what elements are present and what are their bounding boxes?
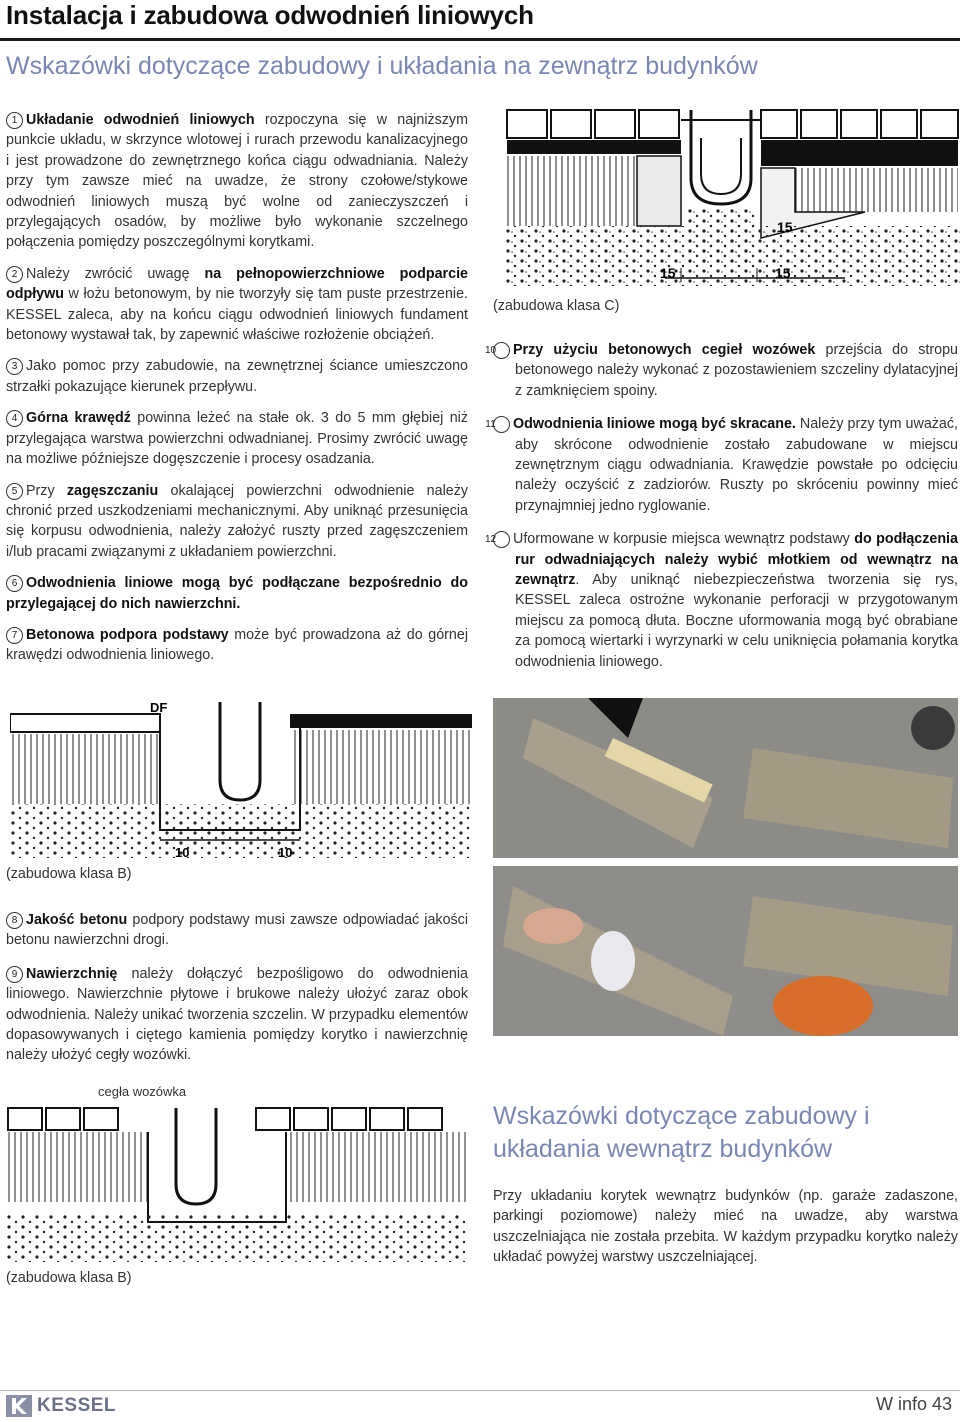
dimension-label: 10 bbox=[278, 845, 293, 860]
list-item bbox=[6, 573, 468, 614]
item-number: 10 bbox=[493, 342, 510, 359]
item-text-pre: Uformowane w korpusie miejsca wewnątrz podstawy bbox=[513, 531, 855, 548]
list-item bbox=[6, 408, 468, 469]
item-number: 5 bbox=[6, 483, 23, 500]
item-bold-text: Odwodnienia liniowe mogą być podłączane bezpośrednio do przylegającej do nich nawierzchni. bbox=[6, 575, 468, 612]
item-bold-text: Odwodnienia liniowe mogą być skracane. bbox=[513, 416, 796, 433]
item-text: Należy przy tym uważać, aby skrócone odwodnienie zostało zabudowane w miejscu zewnętrznym ciągu odwadniania. Krawędzie powstałe po odcięciu należy oczyścić z zadziorów. Ruszty po skróceniu powinny mieć przynajmniej jedno ryglowanie. bbox=[515, 416, 959, 514]
diagram-label: DF bbox=[150, 700, 168, 715]
list-item bbox=[485, 414, 959, 516]
section-subtitle: Wskazówki dotyczące zabudowy i układania na zewnątrz budynków bbox=[6, 52, 758, 80]
list-item bbox=[6, 625, 468, 666]
figure-caption: (zabudowa klasa B) bbox=[6, 1270, 132, 1286]
item-bold-text: zagęszczaniu bbox=[66, 482, 159, 499]
item-text: rozpoczyna się w najniższym punkcie układu, w skrzynce wlotowej i rurach przewodu kanalizacyjnego i jest prowadzone do zewnętrznego końca ciągu odwadniania. Należy przy tym zawsze mieć na uwadze, że strony czołowe/stykowe odwodnień liniowych muszą być wolne od zanieczyszczeń i przylegających osadów, by możliwe było wykonanie szczelnego połączenia pomiędzy poszczególnymi korytkami. bbox=[6, 112, 468, 251]
item-number: 9 bbox=[6, 966, 23, 983]
item-text: powinna leżeć na stałe ok. 3 do 5 mm głębiej niż przylegająca warstwa powierzchni odwadnianej. Prosimy zwrócić uwagę na możliwe późniejsze dogęszczenie i procesy osadzania. bbox=[6, 410, 469, 468]
section-title-indoor: Wskazówki dotyczące zabudowy i układania wewnątrz budynków bbox=[493, 1102, 870, 1163]
page-title: Instalacja i zabudowa odwodnień liniowych bbox=[6, 0, 534, 30]
item-number: 8 bbox=[6, 912, 23, 929]
list-item bbox=[6, 910, 468, 951]
cross-section-diagram-b1 bbox=[10, 700, 472, 860]
dimension-label: 10 bbox=[175, 845, 190, 860]
brand-name: KESSEL bbox=[37, 1395, 117, 1416]
list-item bbox=[6, 964, 468, 1066]
item-number: 2 bbox=[6, 266, 23, 283]
figure-installation-class-b-1 bbox=[10, 700, 472, 860]
item-text-pre: Należy zwrócić uwagę bbox=[26, 265, 205, 282]
item-text: przejścia do stropu betonowego należy wykonać z pozostawieniem szczeliny dylatacyjnej z zamknięciem spoiny. bbox=[515, 342, 958, 399]
list-item bbox=[484, 340, 958, 401]
cross-section-diagram-b2 bbox=[6, 1104, 468, 1264]
brand-logo bbox=[6, 1393, 116, 1419]
title-divider bbox=[0, 38, 960, 41]
list-item bbox=[6, 481, 468, 563]
photo-illustration bbox=[493, 866, 958, 1036]
list-item bbox=[6, 264, 468, 346]
lower-left-column bbox=[6, 910, 468, 1066]
item-bold-text: Górna krawędź bbox=[26, 410, 131, 427]
dimension-label: 15 bbox=[775, 265, 791, 281]
item-text: Jako pomoc przy zabudowie, na zewnętrznej ściance umieszczono strzałki pokazujące kierunek przepływu. bbox=[6, 358, 468, 395]
item-number: 12 bbox=[493, 531, 510, 548]
kessel-logo-icon bbox=[6, 1395, 32, 1417]
item-bold-text: Układanie odwodnień liniowych bbox=[26, 112, 255, 128]
left-column bbox=[6, 110, 468, 666]
list-item bbox=[6, 110, 468, 253]
cross-section-diagram-c bbox=[505, 108, 960, 288]
item-number: 7 bbox=[6, 627, 23, 644]
photo-breaking-out-connection bbox=[493, 698, 958, 858]
item-bold-text: Jakość betonu bbox=[26, 912, 128, 928]
dimension-label: 15 bbox=[777, 219, 793, 235]
item-bold-text: Przy użyciu betonowych cegieł wozówek bbox=[513, 342, 816, 358]
item-text: okalającej powierzchni odwodnienie należy chronić przed uszkodzeniami mechanicznymi. Aby uniknąć przesunięcia się korpusu odwodnienia, należy założyć ruszty przed zagęszczeniem i/lub pracami związanymi z układaniem powierzchni. bbox=[6, 482, 469, 560]
item-text: może być prowadzona aż do górnej krawędzi odwodnienia liniowego. bbox=[6, 626, 468, 664]
page-number: W info 43 bbox=[875, 1394, 952, 1414]
list-item bbox=[484, 529, 958, 672]
figure-installation-class-b-2 bbox=[6, 1104, 468, 1264]
item-text: w łożu betonowym, by nie tworzyły się tam puste przestrzenie. KESSEL zaleca, aby na końcu ciągu odwodnień liniowych fundament betonowy wystawał tak, by zapewnić właściwe rozłożenie obciążeń. bbox=[6, 286, 468, 344]
item-number: 3 bbox=[6, 358, 23, 375]
item-bold-text: Nawierzchnię bbox=[26, 965, 118, 982]
item-number: 6 bbox=[6, 575, 23, 592]
diagram-label: cegła wozówka bbox=[98, 1084, 187, 1099]
figure-caption: (zabudowa klasa C) bbox=[493, 298, 620, 314]
photo-illustration bbox=[493, 698, 958, 858]
figure-installation-class-c bbox=[505, 108, 960, 288]
photo-pipe-connection bbox=[493, 866, 958, 1036]
right-column bbox=[484, 340, 959, 672]
item-number: 11 bbox=[493, 416, 510, 433]
item-text: podpory podstawy musi zawsze odpowiadać jakości betonu nawierzchni drogi. bbox=[6, 912, 469, 949]
footer-divider bbox=[0, 1390, 960, 1391]
figure-caption: (zabudowa klasa B) bbox=[6, 866, 132, 882]
item-bold-text: Betonowa podpora podstawy bbox=[26, 626, 229, 643]
item-number: 4 bbox=[6, 410, 23, 427]
dimension-label: 15 bbox=[660, 265, 676, 281]
item-text-pre: Przy bbox=[26, 482, 67, 499]
list-item bbox=[6, 356, 468, 397]
item-text: . Aby uniknąć niebezpieczeństwa tworzenia się rys, KESSEL zaleca ostrożne wykonanie perforacji w przygotowanym miejscu za pomocą dłuta. Boczne uformowania mogą być obrabiane za pomocą wiertarki i wyrzynarki w celu uniknięcia połamania korytka odwodnienia liniowego. bbox=[515, 572, 958, 670]
item-bold-text: do podłączenia rur odwadniających należy wybić młotkiem od wewnątrz na zewnątrz bbox=[515, 531, 958, 589]
item-bold-text: na pełnopowierzchniowe podparcie odpływu bbox=[6, 265, 468, 303]
item-text: należy dołączyć bezpośligowo do odwodnienia liniowego. Nawierzchnie płytowe i brukowe należy ułożyć zaraz obok odwodnienia. Należy unikać tworzenia szczelin. W przypadku elementów dopasowywanych i ciętego kamienia pomiędzy korytko i nawierzchnię należy ułożyć cegły wozówki. bbox=[6, 965, 468, 1064]
item-number: 1 bbox=[6, 112, 23, 129]
section-body-indoor: Przy układaniu korytek wewnątrz budynków (np. garaże zadaszone, parkingi poziomowe) należy mieć na uwadze, aby warstwa uszczelniająca nie została przebita. W każdym przypadku korytko należy układać powyżej warstwy uszczelniającej. bbox=[493, 1188, 958, 1266]
